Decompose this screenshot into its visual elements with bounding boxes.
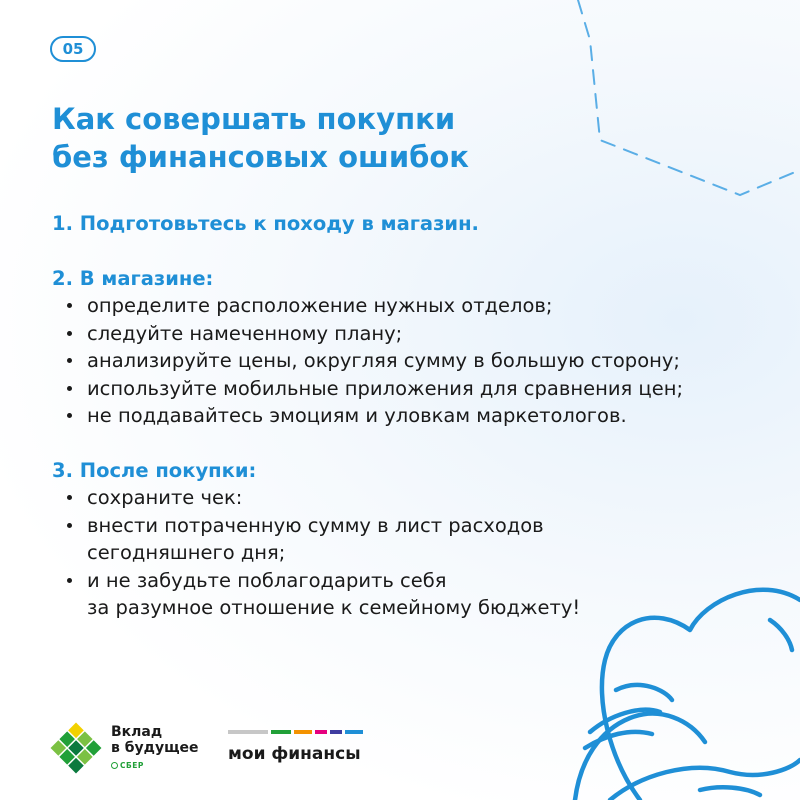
sber-logo-icon: [111, 762, 118, 769]
list-item: определите расположение нужных отделов;: [66, 292, 752, 320]
vklad-logo-text: [111, 724, 199, 756]
step-2-list: [52, 292, 752, 430]
color-bar: [345, 730, 363, 734]
vklad-logo-line-2: в будущее: [111, 740, 199, 756]
page-title: [52, 100, 612, 176]
list-item-line: сегодняшнего дня;: [87, 541, 286, 564]
title-line-1: Как совершать покупки: [52, 102, 456, 136]
color-bar: [228, 730, 268, 734]
step-1-heading: 1. Подготовьтесь к походу в магазин.: [52, 212, 479, 235]
list-item-line: и не забудьте поблагодарить себя: [87, 568, 447, 592]
list-item-line: внести потраченную сумму в лист расходов: [87, 513, 544, 537]
moi-finansy-label: мои финансы: [228, 744, 361, 764]
color-bar: [330, 730, 342, 734]
color-bar: [271, 730, 291, 734]
sber-label: [111, 761, 144, 770]
vklad-v-budushchee-logo: [48, 720, 208, 780]
tips-content: [52, 210, 752, 649]
step-3-list: [52, 484, 752, 622]
color-bar: [294, 730, 312, 734]
list-item: сохраните чек:: [66, 484, 752, 512]
step-3: [52, 457, 752, 622]
color-bars-icon: [228, 730, 368, 734]
list-item: используйте мобильные приложения для сравнения цен;: [66, 375, 752, 403]
step-2-heading: 2. В магазине:: [52, 266, 214, 290]
step-2: [52, 265, 752, 430]
list-item: не поддавайтесь эмоциям и уловкам маркетологов.: [66, 402, 752, 430]
moi-finansy-logo: [228, 730, 368, 770]
diamond-grid-logo-icon: [48, 720, 104, 776]
list-item: [66, 567, 752, 622]
title-line-2: без финансовых ошибок: [52, 140, 469, 174]
sber-text: СБЕР: [120, 761, 144, 770]
vklad-logo-line-1: Вклад: [111, 724, 163, 740]
page-number-badge: 05: [50, 36, 96, 62]
list-item-line: за разумное отношение к семейному бюджету!: [87, 596, 581, 619]
list-item: анализируйте цены, округляя сумму в большую сторону;: [66, 347, 752, 375]
list-item: следуйте намеченному плану;: [66, 320, 752, 348]
list-item: [66, 512, 752, 567]
step-3-heading: 3. После покупки:: [52, 458, 257, 482]
color-bar: [315, 730, 327, 734]
step-1: [52, 210, 752, 238]
